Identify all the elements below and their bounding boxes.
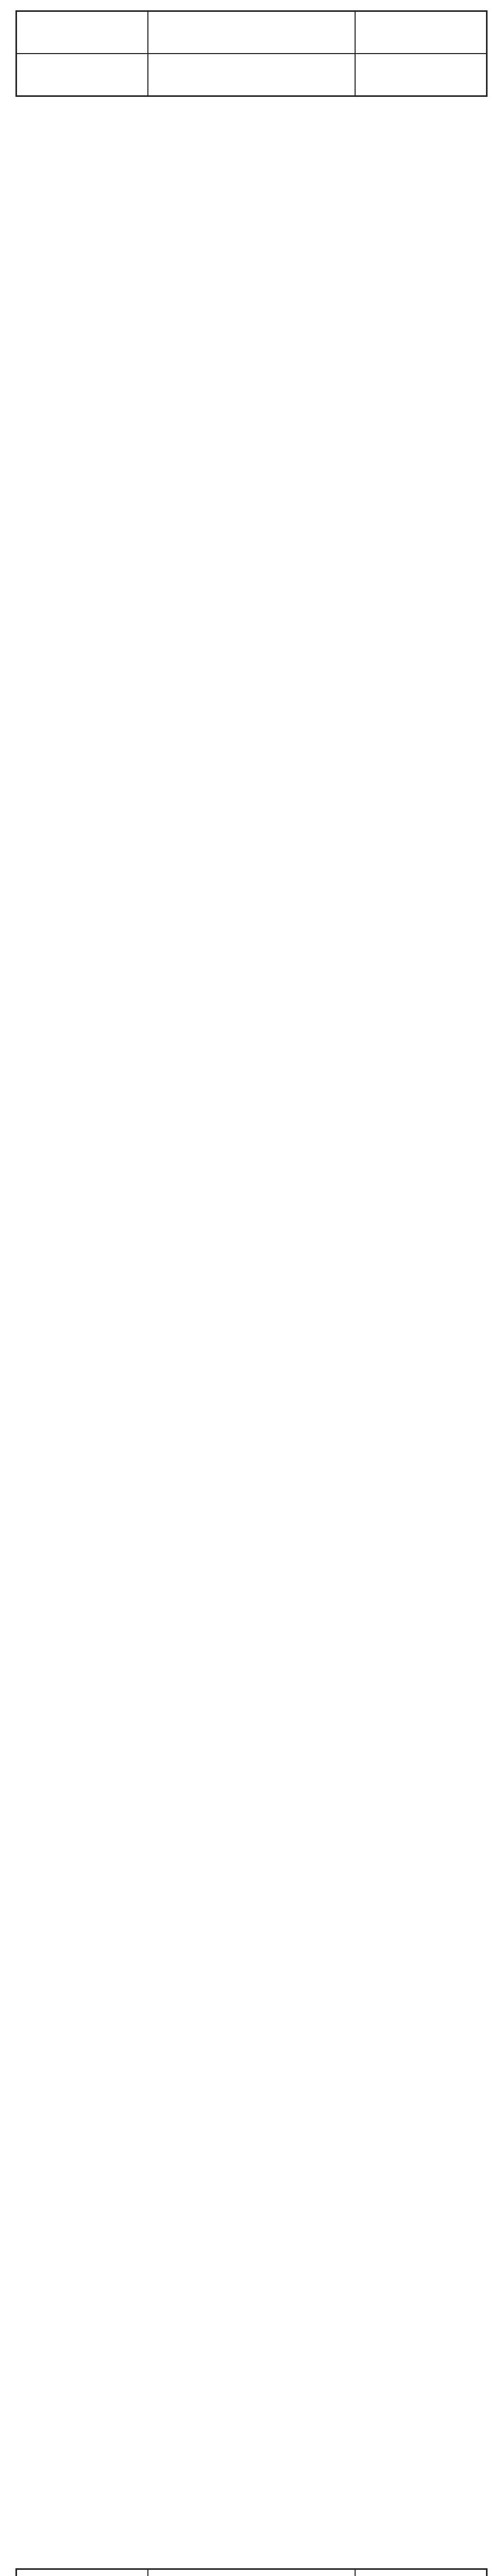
paper2-part bbox=[355, 2569, 487, 2576]
paper1-total-marks bbox=[355, 54, 487, 96]
paper1-subject bbox=[16, 11, 148, 54]
paper2-header bbox=[15, 2568, 488, 2576]
paper2-board bbox=[148, 2569, 355, 2576]
paper2-subject bbox=[16, 2569, 148, 2576]
paper1-board bbox=[148, 11, 355, 54]
paper1-header bbox=[15, 10, 488, 97]
paper1-part bbox=[355, 11, 487, 54]
paper1-time bbox=[16, 54, 148, 96]
paper1-type bbox=[148, 54, 355, 96]
